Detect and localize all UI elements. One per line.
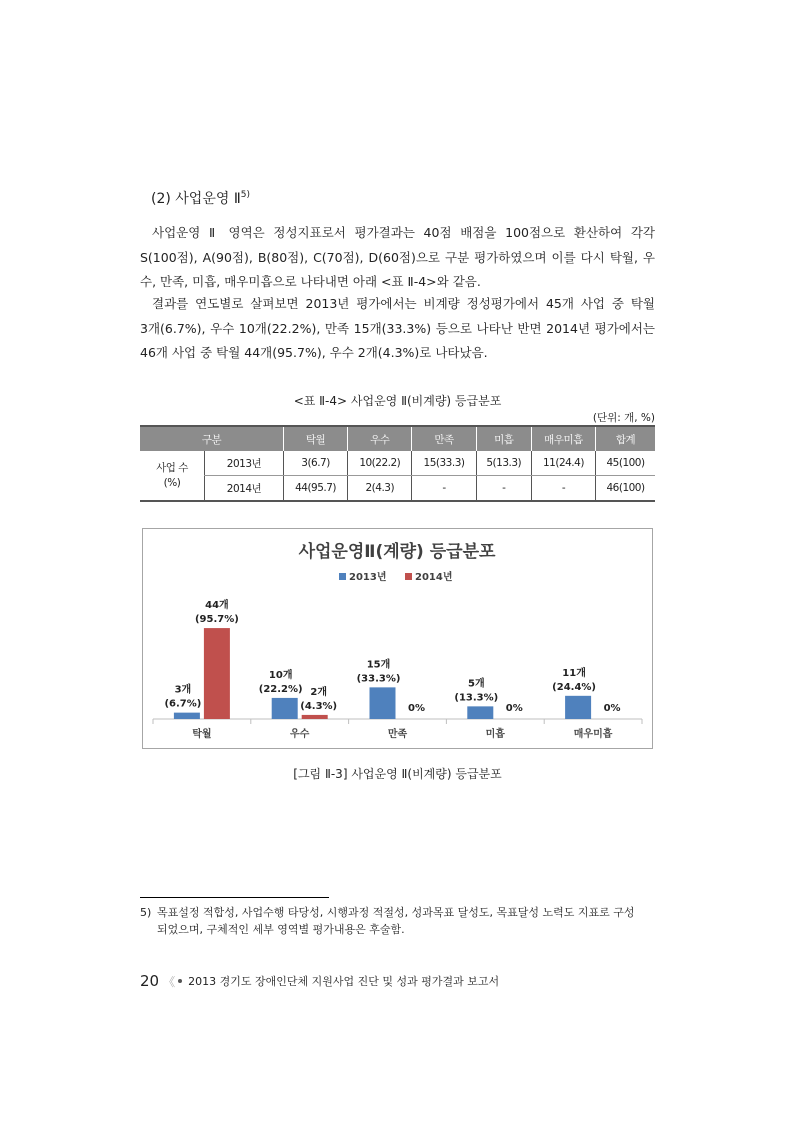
figure-caption: [그림 Ⅱ-3] 사업운영 Ⅱ(비계량) 등급분포 [293, 767, 502, 781]
footnote [140, 904, 660, 938]
legend-label: 2013년 [349, 572, 387, 583]
legend-swatch [339, 573, 346, 580]
legend-swatch [405, 573, 412, 580]
row-year: 2013년 [205, 451, 284, 476]
x-tick-label: 미흡 [485, 729, 505, 740]
table-cell: 45(100) [596, 451, 655, 476]
bar-2013년 [272, 698, 298, 719]
table-cell: 10(22.2) [348, 451, 412, 476]
data-label: 0% [408, 703, 425, 714]
footnote-line-1: 목표설정 적합성, 사업수행 타당성, 시행과정 적절성, 성과목표 달성도, 목표달성 노력도 지표로 구성 [157, 906, 635, 919]
data-label: 44개 [205, 600, 229, 612]
paragraph-1-line-1: 사업운영 Ⅱ 영역은 정성지표로서 평가결과는 40점 배점을 100점으로 환산하여 각각 [152, 225, 655, 240]
paragraph-1-line-2: S(100점), A(90점), B(80점), C(70점), D(60점)으로 구분 평가하였으며 이를 다시 탁월, 우 [140, 249, 655, 265]
row-group-label-line2: (%) [163, 476, 181, 489]
legend-label: 2014년 [415, 572, 453, 583]
row-year: 2014년 [205, 476, 284, 502]
table-cell: 3(6.7) [283, 451, 347, 476]
bar-2014년 [302, 715, 328, 719]
data-label: (6.7%) [164, 698, 202, 710]
bar-2013년 [174, 713, 200, 719]
data-label: 5개 [467, 678, 485, 690]
bar-2014년 [204, 628, 230, 719]
data-label: (33.3%) [356, 673, 401, 685]
table-cell: - [531, 476, 595, 502]
paragraph-2 [140, 292, 655, 366]
report-title: 2013 경기도 장애인단체 지원사업 진단 및 성과 평가결과 보고서 [188, 975, 500, 988]
header-good: 우수 [348, 426, 412, 451]
page-footer [140, 972, 499, 990]
header-very-insufficient: 매우미흡 [531, 426, 595, 451]
table-cell: - [412, 476, 476, 502]
footnote-number: 5) [140, 906, 152, 919]
grade-distribution-chart [143, 529, 652, 748]
data-label: 10개 [268, 669, 293, 681]
footnote-divider [140, 897, 329, 898]
table-cell: - [476, 476, 531, 502]
table-row [140, 476, 655, 502]
table-cell: 2(4.3) [348, 476, 412, 502]
row-group-label [140, 451, 205, 501]
paragraph-2-line-2: 3개(6.7%), 우수 10개(22.2%), 만족 15개(33.3%) 등으로 나타난 반면 2014년 평가에서는 [140, 320, 655, 336]
chevron-left-icon: 《 [163, 974, 173, 989]
x-tick-label: 탁월 [192, 729, 212, 740]
bullet-icon [178, 979, 182, 983]
bar-2013년 [565, 696, 591, 719]
page-number: 20 [140, 972, 160, 990]
table-cell: 44(95.7) [283, 476, 347, 502]
row-group-label-line1: 사업 수 [156, 461, 188, 474]
table-cell: 15(33.3) [412, 451, 476, 476]
section-heading [151, 188, 250, 208]
header-satisfactory: 만족 [412, 426, 476, 451]
x-tick-label: 만족 [387, 729, 408, 740]
paragraph-1 [140, 221, 655, 295]
data-label: (22.2%) [258, 683, 303, 695]
data-label: 0% [505, 703, 523, 714]
table-cell: 46(100) [596, 476, 655, 502]
table-cell: 5(13.3) [476, 451, 531, 476]
header-category: 구분 [140, 426, 283, 451]
header-total: 합계 [596, 426, 655, 451]
table-title: <표 Ⅱ-4> 사업운영 Ⅱ(비계량) 등급분포 [293, 394, 502, 408]
data-label: 3개 [174, 684, 192, 696]
table-cell: 11(24.4) [531, 451, 595, 476]
header-excellent: 탁월 [283, 426, 347, 451]
x-tick-label: 매우미흡 [573, 729, 613, 740]
paragraph-2-line-3: 46개 사업 중 탁월 44개(95.7%), 우수 2개(4.3%)로 나타났음. [140, 345, 488, 360]
data-label: (24.4%) [552, 681, 597, 693]
data-label: 2개 [310, 687, 328, 698]
chart-container [142, 528, 653, 749]
table-unit: (단위: 개, %) [592, 412, 655, 424]
data-label: (4.3%) [300, 701, 338, 712]
bar-2013년 [467, 706, 493, 719]
table-header-row [140, 426, 655, 451]
footnote-line-2: 되었으며, 구체적인 세부 영역별 평가내용은 후술함. [157, 923, 405, 936]
bar-2013년 [370, 687, 396, 719]
chart-title: 사업운영Ⅱ(계량) 등급분포 [298, 542, 496, 562]
paragraph-1-line-3: 수, 만족, 미흡, 매우미흡으로 나타내면 아래 <표 Ⅱ-4>와 같음. [140, 274, 481, 289]
data-label: (13.3%) [454, 692, 499, 704]
table-row [140, 451, 655, 476]
data-label: 0% [603, 703, 621, 714]
header-insufficient: 미흡 [476, 426, 531, 451]
paragraph-2-line-1: 결과를 연도별로 살펴보면 2013년 평가에서는 비계량 정성평가에서 45개 사업 중 탁월 [152, 296, 655, 311]
footnote-ref: 5) [240, 190, 250, 200]
data-label: 11개 [562, 667, 586, 679]
grade-table [140, 425, 655, 502]
data-label: 15개 [366, 659, 391, 671]
x-tick-label: 우수 [290, 729, 310, 740]
data-label: (95.7%) [194, 614, 239, 626]
section-heading-text: (2) 사업운영 Ⅱ [151, 191, 241, 207]
